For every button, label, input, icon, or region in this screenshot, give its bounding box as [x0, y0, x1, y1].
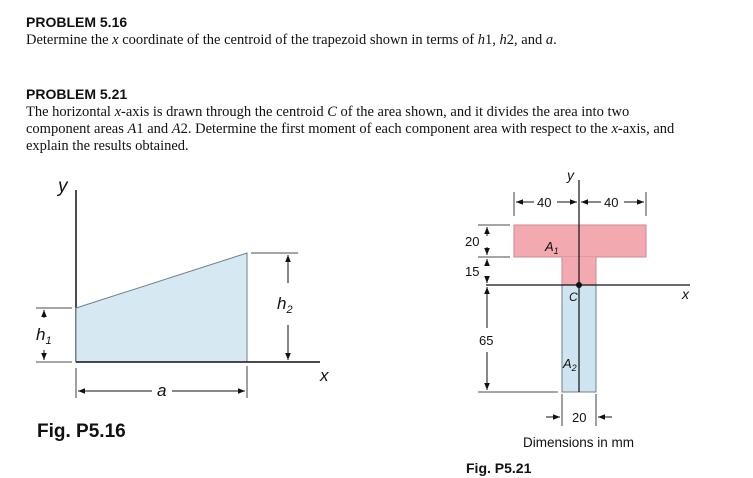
figure-521-caption: Fig. P5.21	[466, 460, 532, 476]
centroid-label: C	[569, 290, 578, 304]
A1-label: $A_1$	[545, 239, 559, 256]
figure-516	[36, 176, 329, 442]
figure-516-caption: Fig. P5.16	[37, 421, 126, 442]
x-axis-label-521: x	[682, 286, 689, 302]
y-axis-label-516: y	[58, 176, 68, 197]
statement-line-1: The horizontal x-axis is drawn through the centroid C of the area shown, and it divides the area into two	[26, 104, 630, 120]
dim-40-right: 40	[604, 195, 619, 210]
trapezoid-shape	[76, 253, 247, 362]
h1-label: $h_1$	[36, 325, 52, 347]
dim-20-top: 20	[465, 234, 480, 249]
A2-label: $A_2$	[563, 356, 577, 373]
units-note: Dimensions in mm	[523, 435, 635, 450]
flange-area-A1	[514, 225, 646, 257]
y-axis-label-521: y	[567, 167, 574, 183]
problem-521-title: PROBLEM 5.21	[26, 86, 128, 102]
x-axis-label-516: x	[320, 366, 329, 385]
problem-516-statement: Determine the x coordinate of the centroid of the trapezoid shown in terms of h1, h2, and a.	[26, 32, 557, 48]
centroid-point	[576, 282, 582, 288]
problem-516-title: PROBLEM 5.16	[26, 14, 128, 30]
dim-65: 65	[479, 333, 494, 348]
statement-line-3: explain the results obtained.	[26, 138, 189, 154]
figure-521	[465, 167, 690, 476]
a-label: a	[157, 381, 167, 400]
dim-15: 15	[465, 264, 480, 279]
dim-40-left: 40	[537, 195, 552, 210]
statement-line-2: component areas A1 and A2. Determine the first moment of each component area with respect to the x-axis, and	[26, 121, 675, 137]
dim-20-bottom: 20	[572, 410, 587, 425]
h2-label: $h_2$	[277, 294, 293, 316]
